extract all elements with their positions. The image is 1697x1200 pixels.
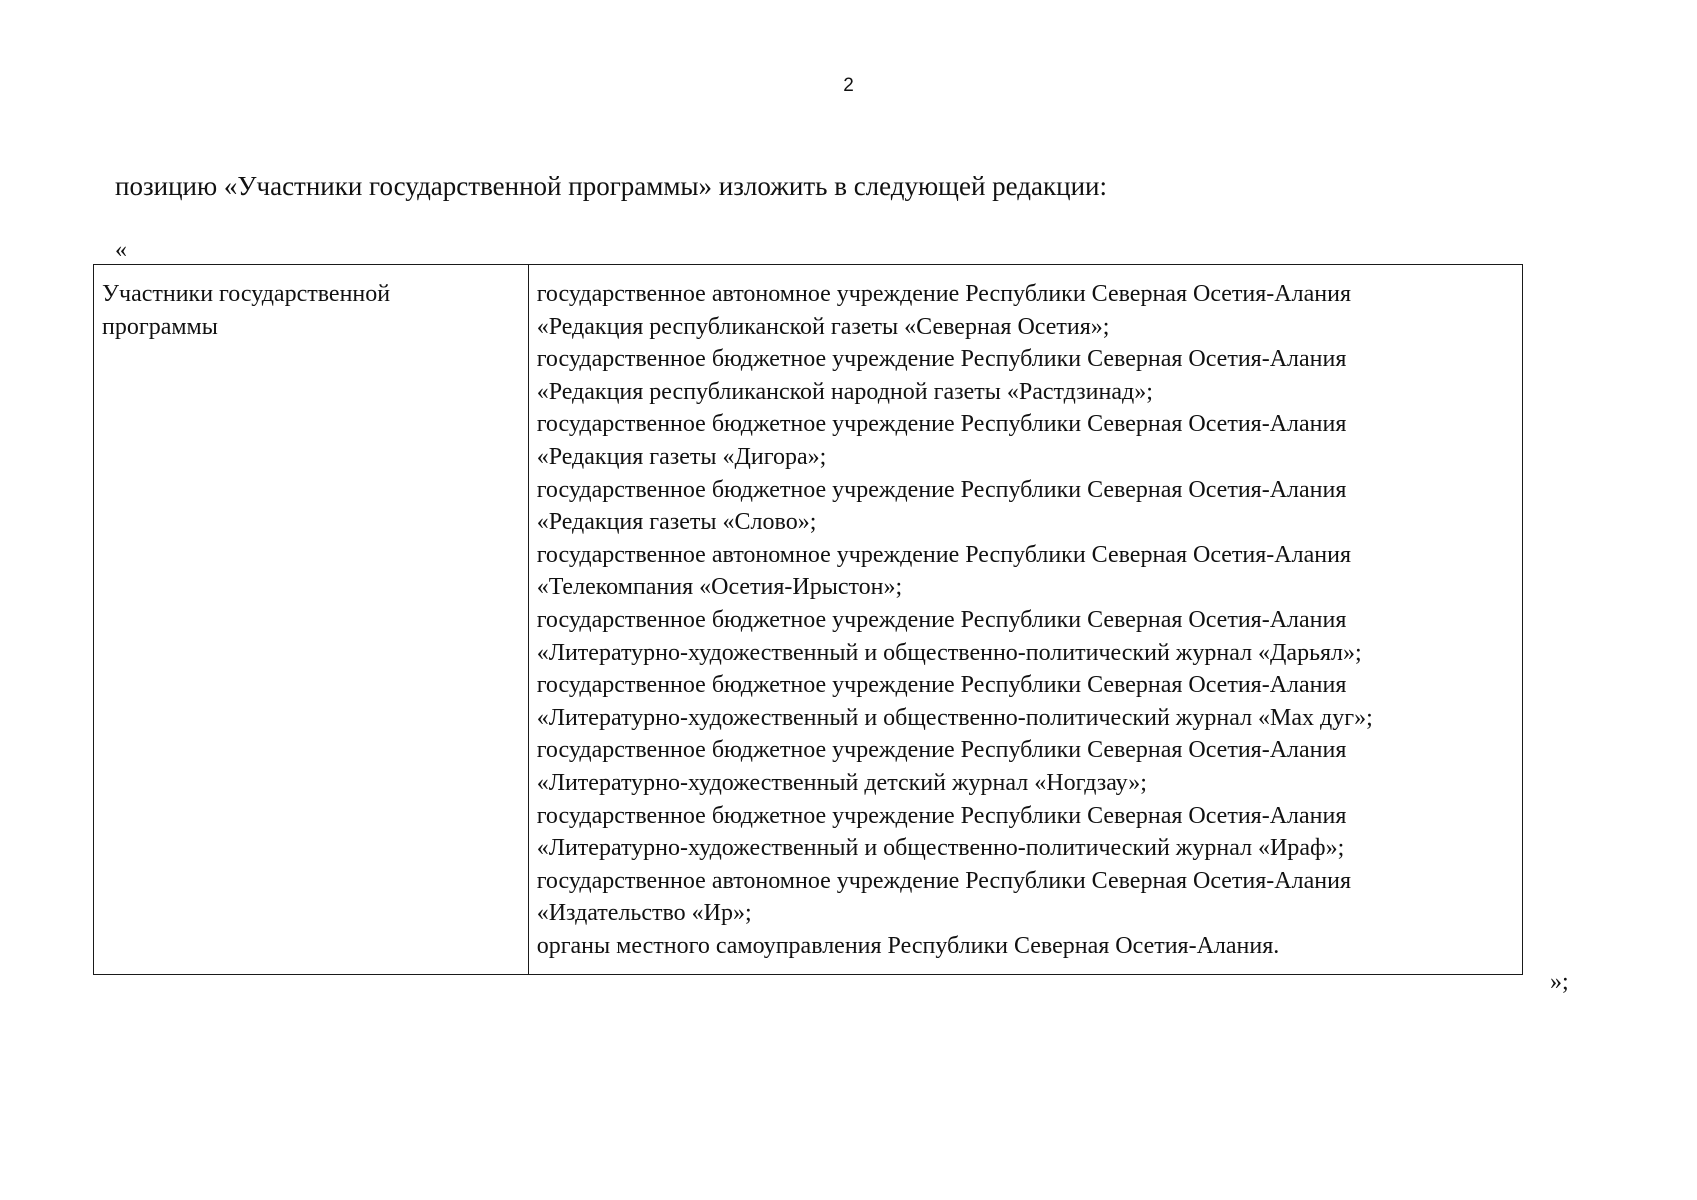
table-row — [94, 265, 1523, 975]
participant-line: «Редакция республиканской газеты «Северная Осетия»; — [536, 313, 1110, 340]
participant-line: государственное автономное учреждение Республики Северная Осетия-Алания — [536, 281, 1351, 307]
participant-line: государственное автономное учреждение Республики Северная Осетия-Алания — [536, 867, 1351, 894]
participant-line: государственное бюджетное учреждение Республики Северная Осетия-Алания — [536, 672, 1347, 699]
label-line: Участники государственной — [102, 281, 391, 307]
participant-line: «Литературно-художественный и общественно-политический журнал «Мах дуг»; — [536, 704, 1373, 731]
participant-line: государственное бюджетное учреждение Республики Северная Осетия-Алания — [536, 411, 1347, 438]
participant-line: «Литературно-художественный и общественно-политический журнал «Ираф»; — [536, 835, 1345, 862]
participant-line: «Редакция газеты «Дигора»; — [536, 443, 827, 470]
label-cell — [94, 265, 529, 975]
participant-line: органы местного самоуправления Республики Северная Осетия-Алания. — [536, 932, 1280, 959]
participant-line: «Литературно-художественный детский журнал «Ногдзау»; — [536, 769, 1147, 796]
participant-line: государственное бюджетное учреждение Республики Северная Осетия-Алания — [536, 606, 1347, 633]
open-quote: « — [115, 237, 127, 263]
participant-line: государственное бюджетное учреждение Республики Северная Осетия-Алания — [536, 802, 1347, 829]
participant-line: «Телекомпания «Осетия-Ирыстон»; — [536, 574, 903, 601]
participant-line: «Редакция республиканской народной газеты «Растдзинад»; — [536, 378, 1153, 405]
participant-line: государственное бюджетное учреждение Республики Северная Осетия-Алания — [536, 346, 1347, 373]
close-quote: »; — [1550, 969, 1569, 995]
participants-cell — [528, 265, 1522, 975]
participant-line: «Редакция газеты «Слово»; — [536, 509, 817, 536]
participant-line: государственное бюджетное учреждение Республики Северная Осетия-Алания — [536, 737, 1347, 764]
participant-line: государственное бюджетное учреждение Республики Северная Осетия-Алания — [536, 476, 1347, 503]
participant-line: «Издательство «Ир»; — [536, 900, 752, 927]
participant-line: государственное автономное учреждение Республики Северная Осетия-Алания — [536, 541, 1351, 568]
intro-text: позицию «Участники государственной программы» изложить в следующей редакции: — [115, 171, 1107, 201]
program-participants-table — [93, 264, 1523, 975]
participant-line: «Литературно-художественный и общественно-политический журнал «Дарьял»; — [536, 639, 1362, 666]
page-number: 2 — [843, 75, 854, 96]
label-line: программы — [102, 313, 218, 340]
